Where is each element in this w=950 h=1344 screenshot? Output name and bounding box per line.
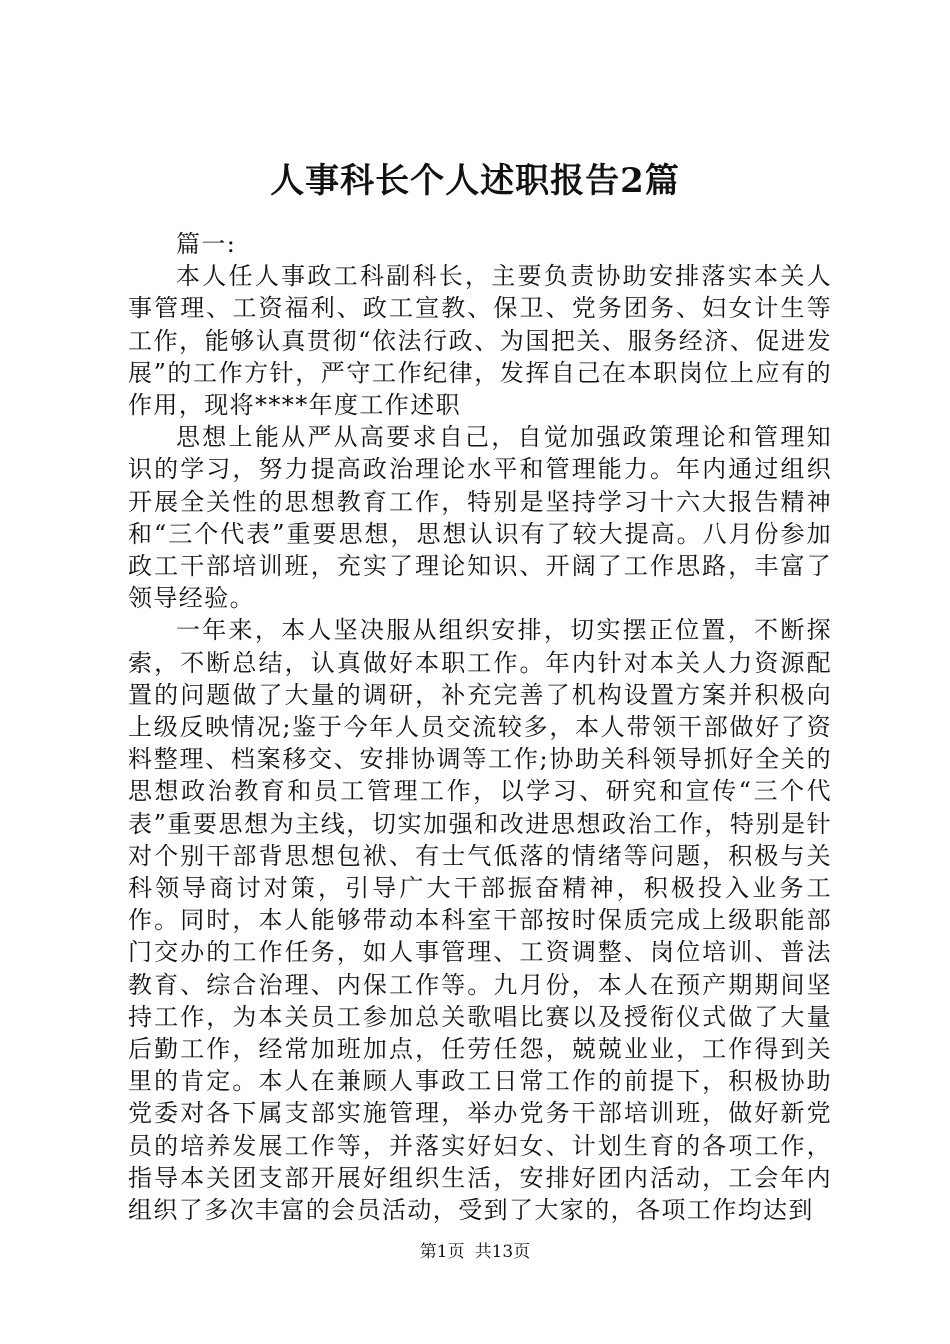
- body-paragraph: 思想上能从严从高要求自己，自觉加强政策理论和管理知识的学习，努力提高政治理论水平和管理能力。年内通过组织开展全关性的思想教育工作，特别是坚持学习十六大报告精神和“三个代表”重要思想，思想认识有了较大提高。八月份参加政工干部培训班，充实了理论知识、开阔了工作思路，丰富了领导经验。: [128, 423, 832, 613]
- page-footer: [0, 1240, 950, 1264]
- document-title: 人事科长个人述职报告2篇: [270, 161, 680, 201]
- page-number: 第1页: [419, 1242, 465, 1262]
- section-heading: 篇一:: [176, 230, 237, 258]
- page-total: 共13页: [474, 1242, 531, 1262]
- body-paragraph: 本人任人事政工科副科长，主要负责协助安排落实本关人事管理、工资福利、政工宣教、保卫、党务团务、妇女计生等工作，能够认真贯彻“依法行政、为国把关、服务经济、促进发展”的工作方针，严守工作纪律，发挥自己在本职岗位上应有的作用，现将****年度工作述职: [128, 262, 832, 420]
- document-body: [128, 228, 832, 1226]
- body-paragraph: 一年来，本人坚决服从组织安排，切实摆正位置，不断探索，不断总结，认真做好本职工作。年内针对本关人力资源配置的问题做了大量的调研，补充完善了机构设置方案并积极向上级反映情况;鉴于今年人员交流较多，本人带领干部做好了资料整理、档案移交、安排协调等工作;协助关科领导抓好全关的思想政治教育和员工管理工作，以学习、研究和宣传“三个代表”重要思想为主线，切实加强和改进思想政治工作，特别是针对个别干部背思想包袱、有士气低落的情绪等问题，积极与关科领导商讨对策，引导广大干部振奋精神，积极投入业务工作。同时，本人能够带动本科室干部按时保质完成上级职能部门交办的工作任务，如人事管理、工资调整、岗位培训、普法教育、综合治理、内保工作等。九月份，本人在预产期期间坚持工作，为本关员工参加总关歌唱比赛以及授衔仪式做了大量后勤工作，经常加班加点，任劳任怨，兢兢业业，工作得到关里的肯定。本人在兼顾人事政工日常工作的前提下，积极协助党委对各下属支部实施管理，举办党务干部培训班，做好新党员的培养发展工作等，并落实好妇女、计划生育的各项工作，指导本关团支部开展好组织生活，安排好团内活动，工会年内组织了多次丰富的会员活动，受到了大家的，各项工作均达到: [128, 616, 832, 1225]
